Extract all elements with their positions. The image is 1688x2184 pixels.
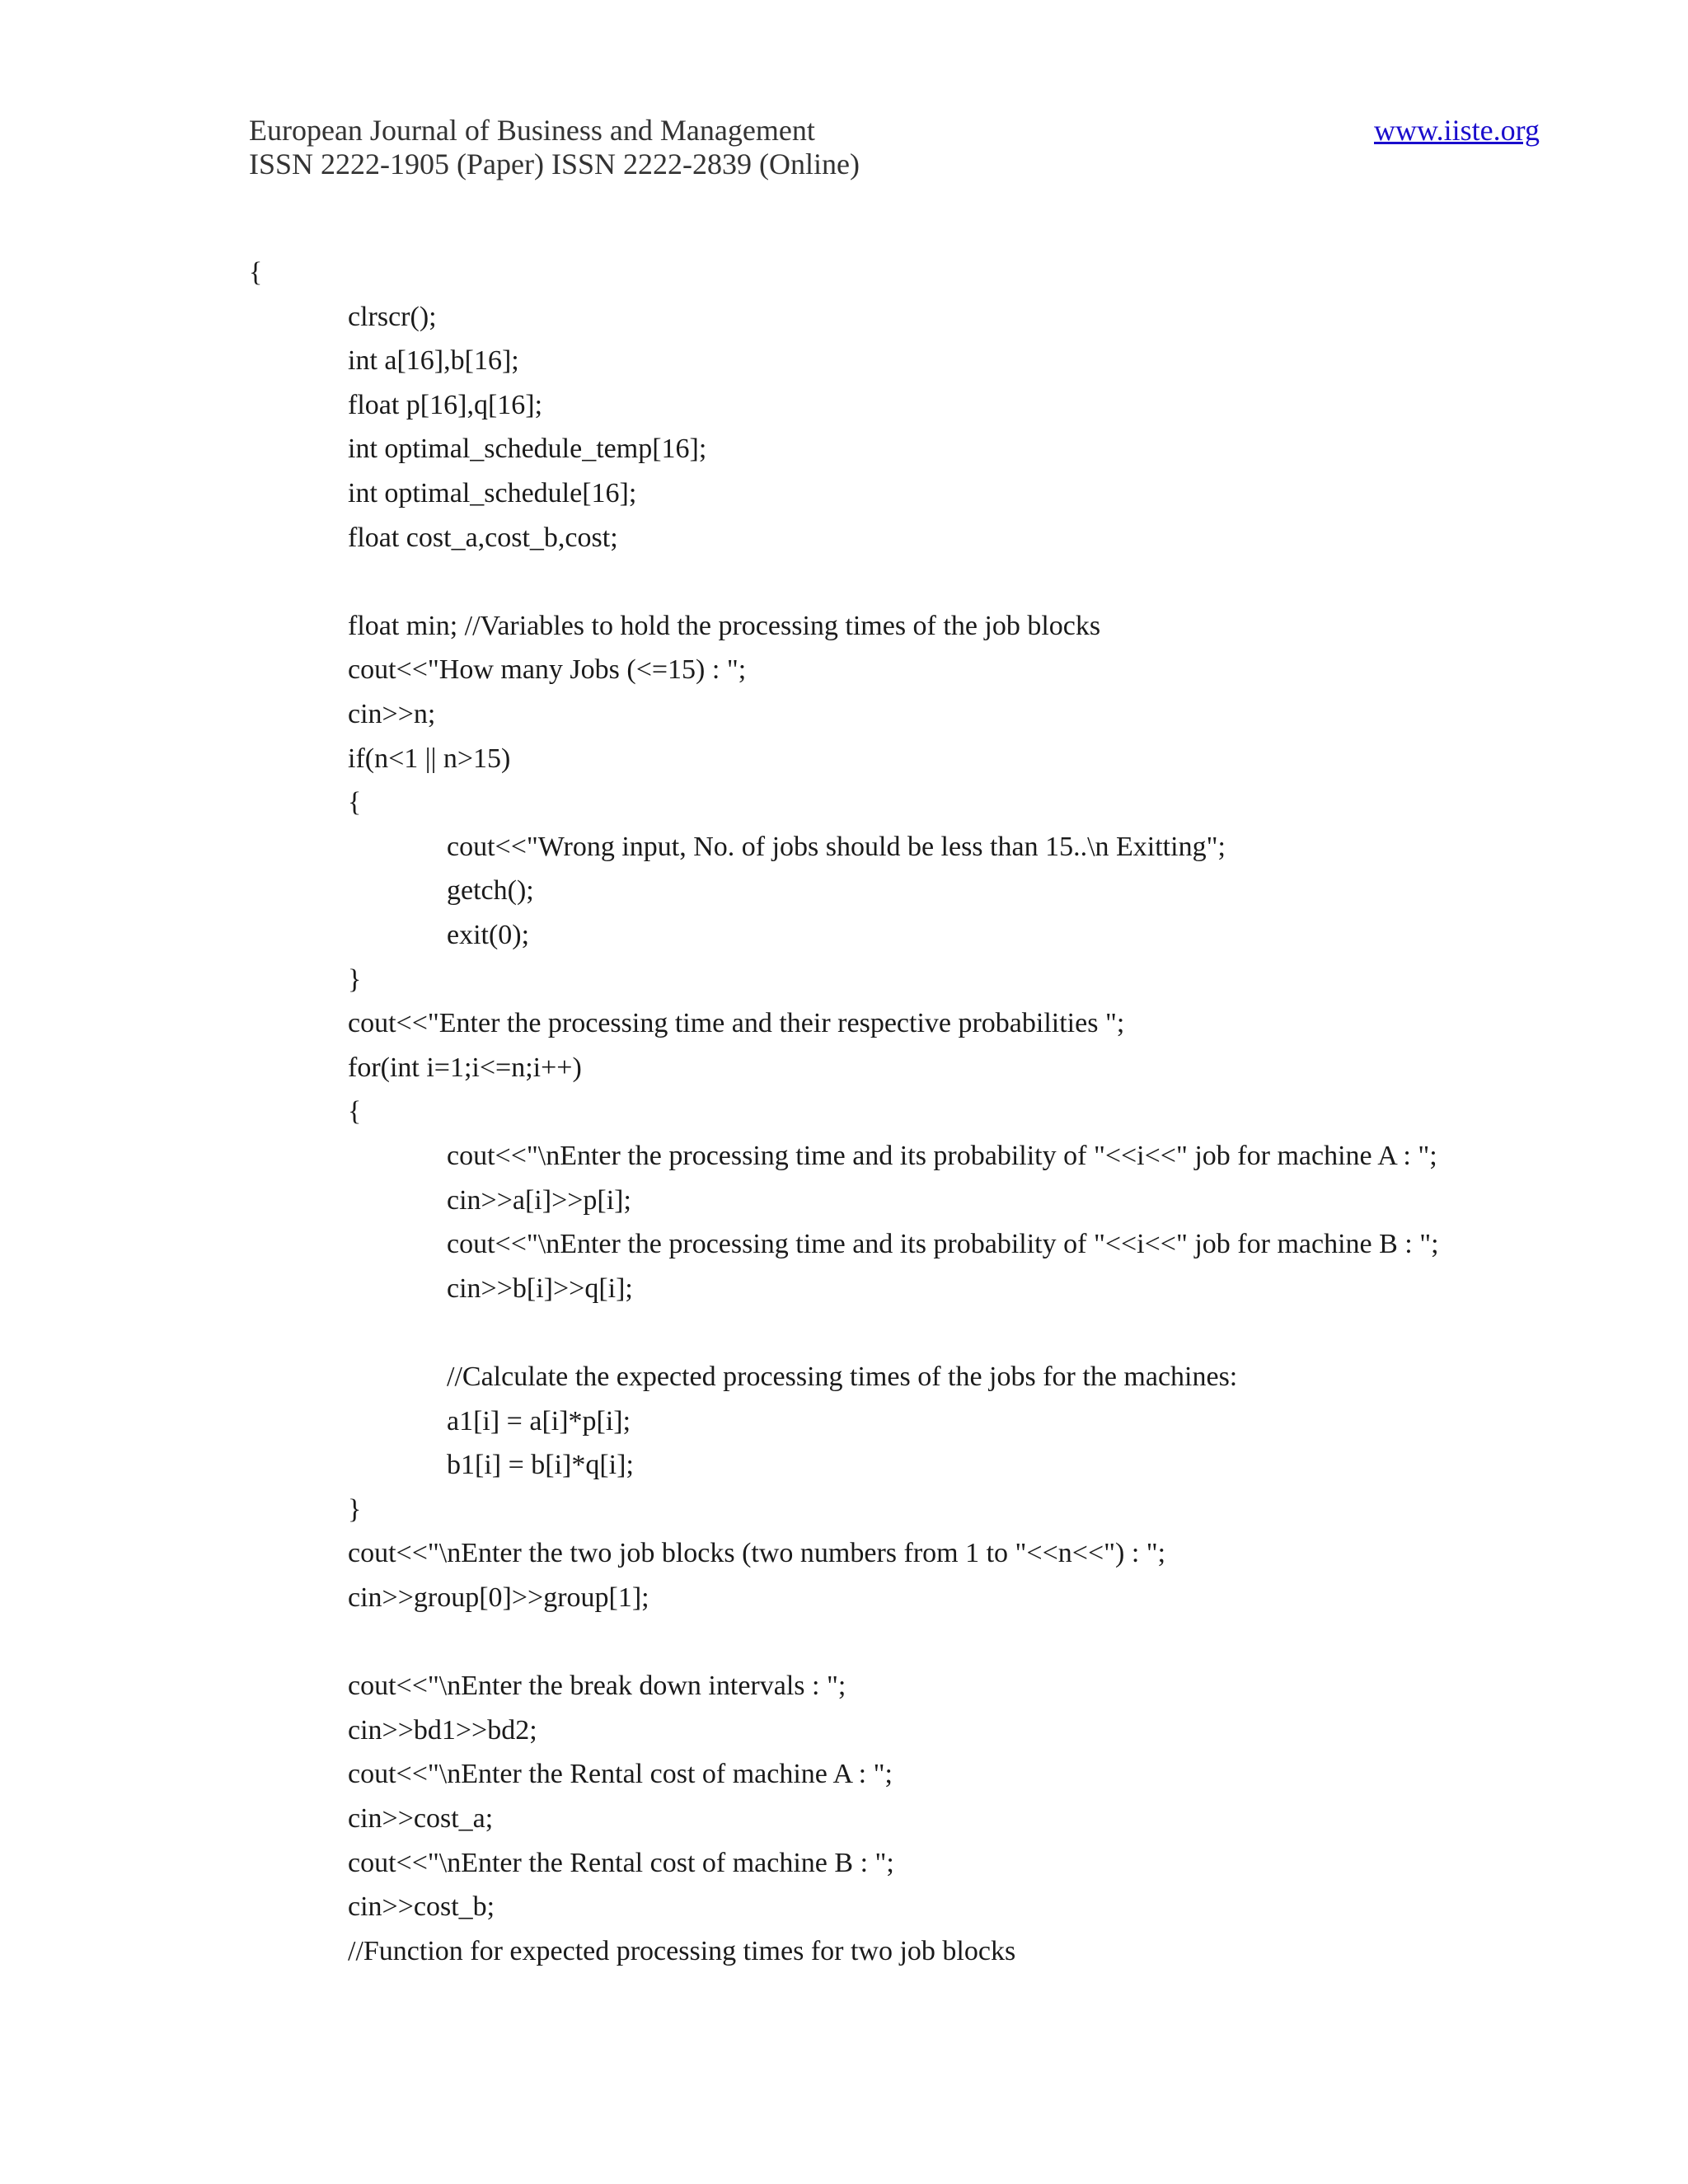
code-line: float min; //Variables to hold the processing times of the job blocks bbox=[348, 610, 1101, 641]
code-line: } bbox=[348, 1493, 362, 1525]
code-line: exit(0); bbox=[447, 920, 530, 950]
code-line: getch(); bbox=[447, 875, 534, 907]
code-line: b1[i] = b[i]*q[i]; bbox=[447, 1450, 634, 1481]
code-line: //Calculate the expected processing times of the jobs for the machines: bbox=[447, 1361, 1238, 1392]
journal-title: European Journal of Business and Management bbox=[249, 114, 815, 147]
code-line: cout<<"\nEnter the Rental cost of machine B : "; bbox=[348, 1847, 894, 1878]
code-line: cout<<"Wrong input, No. of jobs should be less than 15..\n Exitting"; bbox=[447, 831, 1226, 862]
code-line: cin>>cost_b; bbox=[348, 1891, 495, 1923]
code-line: float p[16],q[16]; bbox=[348, 389, 543, 420]
code-line: int a[16],b[16]; bbox=[348, 345, 519, 377]
code-line bbox=[0, 1620, 348, 1665]
code-line: cout<<"How many Jobs (<=15) : "; bbox=[348, 654, 747, 686]
code-line: cin>>b[i]>>q[i]; bbox=[447, 1272, 633, 1304]
code-line: cin>>a[i]>>p[i]; bbox=[447, 1184, 631, 1216]
issn-line: ISSN 2222-1905 (Paper) ISSN 2222-2839 (Online) bbox=[249, 148, 860, 180]
code-line: float cost_a,cost_b,cost; bbox=[348, 522, 618, 553]
code-line: cout<<"Enter the processing time and their respective probabilities "; bbox=[348, 1008, 1125, 1039]
code-line: for(int i=1;i<=n;i++) bbox=[348, 1052, 582, 1083]
code-line: { bbox=[348, 1096, 362, 1127]
code-line: cout<<"\nEnter the break down intervals : "; bbox=[348, 1671, 846, 1702]
code-line: cin>>cost_a; bbox=[348, 1803, 494, 1834]
code-line bbox=[0, 560, 348, 604]
code-line: } bbox=[348, 963, 362, 995]
code-line: clrscr(); bbox=[348, 301, 437, 332]
code-line: cout<<"\nEnter the Rental cost of machine A : "; bbox=[348, 1759, 893, 1790]
code-line: cout<<"\nEnter the processing time and its probability of "<<i<<" job for machine B : "; bbox=[447, 1229, 1439, 1260]
code-line: int optimal_schedule_temp[16]; bbox=[348, 434, 707, 465]
code-line: { bbox=[348, 787, 362, 818]
code-line: a1[i] = a[i]*p[i]; bbox=[447, 1405, 631, 1436]
code-line: { bbox=[249, 257, 263, 288]
code-line: cout<<"\nEnter the processing time and its probability of "<<i<<" job for machine A : "; bbox=[447, 1141, 1437, 1171]
code-line: cin>>group[0]>>group[1]; bbox=[348, 1582, 649, 1613]
code-line: cin>>bd1>>bd2; bbox=[348, 1714, 537, 1746]
code-line: if(n<1 || n>15) bbox=[348, 743, 511, 774]
page-header bbox=[249, 114, 1540, 181]
code-line: //Function for expected processing times for two job blocks bbox=[348, 1935, 1016, 1966]
journal-website-link[interactable]: www.iiste.org bbox=[1374, 114, 1540, 147]
code-line: cin>>n; bbox=[348, 699, 436, 729]
code-line: cout<<"\nEnter the two job blocks (two numbers from 1 to "<<n<<") : "; bbox=[348, 1538, 1166, 1569]
code-line bbox=[0, 1310, 447, 1355]
code-line: int optimal_schedule[16]; bbox=[348, 478, 637, 509]
